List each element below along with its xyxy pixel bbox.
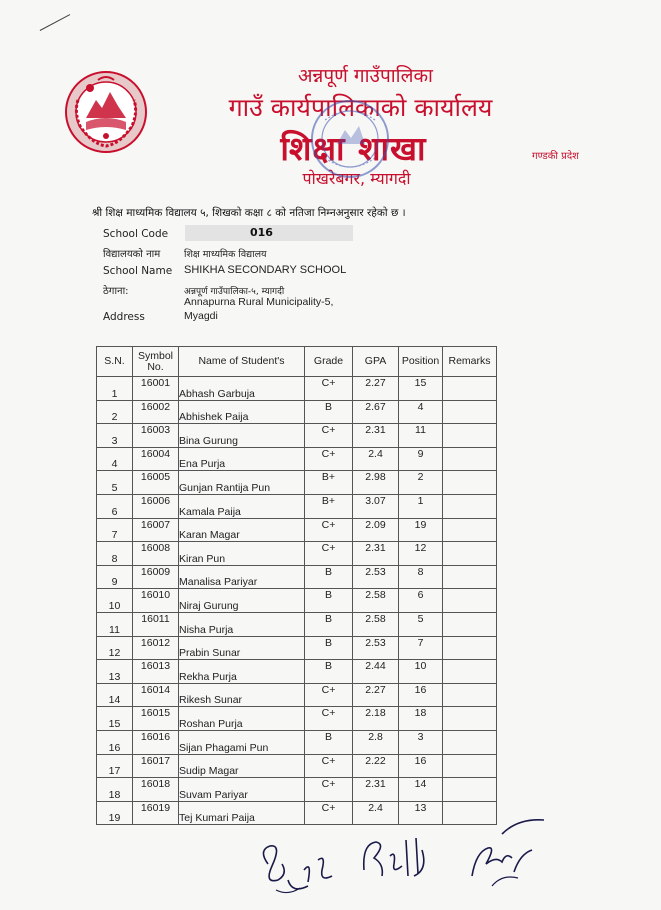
cell-student-name: Sudip Magar (179, 754, 305, 778)
cell-grade: B (305, 400, 353, 424)
cell-position: 6 (399, 589, 443, 613)
cell-sn: 1 (97, 377, 133, 401)
cell-student-name: Karan Magar (179, 518, 305, 542)
scan-mark (40, 14, 71, 31)
cell-gpa: 2.4 (353, 447, 399, 471)
cell-remarks (443, 494, 497, 518)
cell-student-name: Rikesh Sunar (179, 683, 305, 707)
cell-position: 10 (399, 660, 443, 684)
header-symbol-line2: No. (147, 360, 164, 373)
cell-sn: 7 (97, 518, 133, 542)
cell-gpa: 2.53 (353, 565, 399, 589)
cell-sn: 9 (97, 565, 133, 589)
cell-remarks (443, 778, 497, 802)
cell-grade: B (305, 589, 353, 613)
table-row (97, 778, 497, 802)
cell-position: 7 (399, 636, 443, 660)
cell-symbol: 16016 (133, 730, 179, 754)
cell-grade: C+ (305, 754, 353, 778)
cell-symbol: 16004 (133, 447, 179, 471)
cell-remarks (443, 424, 497, 448)
cell-grade: B (305, 565, 353, 589)
table-row (97, 589, 497, 613)
school-code-value: 016 (250, 226, 273, 239)
cell-position: 3 (399, 730, 443, 754)
cell-symbol: 16018 (133, 778, 179, 802)
school-name-value: SHIKHA SECONDARY SCHOOL (184, 264, 347, 276)
cell-remarks (443, 542, 497, 566)
cell-student-name: Roshan Purja (179, 707, 305, 731)
cell-grade: B+ (305, 494, 353, 518)
cell-gpa: 2.18 (353, 707, 399, 731)
table-row (97, 400, 497, 424)
cell-position: 12 (399, 542, 443, 566)
cell-position: 5 (399, 612, 443, 636)
cell-grade: C+ (305, 707, 353, 731)
address-en-value-line2: Myagdi (184, 310, 218, 322)
cell-student-name: Kiran Pun (179, 542, 305, 566)
results-table (96, 346, 497, 825)
cell-grade: C+ (305, 683, 353, 707)
cell-grade: C+ (305, 778, 353, 802)
table-row (97, 660, 497, 684)
address-en-value-line1: Annapurna Rural Municipality-5, (184, 296, 334, 308)
cell-sn: 2 (97, 400, 133, 424)
office-name: गाउँ कार्यपालिकाको कार्यालय (228, 93, 493, 122)
cell-remarks (443, 565, 497, 589)
signature-1-icon (248, 830, 348, 906)
cell-remarks (443, 447, 497, 471)
table-row (97, 730, 497, 754)
cell-sn: 16 (97, 730, 133, 754)
cell-symbol: 16014 (133, 683, 179, 707)
header-name: Name of Student's (179, 347, 305, 377)
cell-symbol: 16010 (133, 589, 179, 613)
header-remarks: Remarks (443, 347, 497, 377)
table-row (97, 542, 497, 566)
cell-gpa: 2.09 (353, 518, 399, 542)
cell-student-name: Abhishek Paija (179, 400, 305, 424)
cell-symbol: 16009 (133, 565, 179, 589)
cell-symbol: 16001 (133, 377, 179, 401)
cell-remarks (443, 636, 497, 660)
cell-sn: 15 (97, 707, 133, 731)
signature-2-icon (356, 830, 436, 886)
province-label: गण्डकी प्रदेश (532, 151, 579, 162)
cell-student-name: Suvam Pariyar (179, 778, 305, 802)
table-row (97, 754, 497, 778)
cell-sn: 13 (97, 660, 133, 684)
cell-sn: 14 (97, 683, 133, 707)
cell-position: 13 (399, 801, 443, 825)
cell-grade: C+ (305, 447, 353, 471)
address-label: Address (103, 311, 145, 323)
cell-symbol: 16015 (133, 707, 179, 731)
address-np-label: ठेगाना: (103, 286, 129, 297)
header-symbol (133, 347, 179, 377)
school-name-label: School Name (103, 265, 173, 277)
cell-student-name: Gunjan Rantija Pun (179, 471, 305, 495)
cell-gpa: 3.07 (353, 494, 399, 518)
cell-position: 9 (399, 447, 443, 471)
cell-symbol: 16007 (133, 518, 179, 542)
cell-position: 18 (399, 707, 443, 731)
cell-gpa: 2.67 (353, 400, 399, 424)
signature-3-icon (462, 812, 562, 896)
section-name: शिक्षा शाखा (280, 129, 427, 168)
cell-sn: 19 (97, 801, 133, 825)
cell-position: 8 (399, 565, 443, 589)
cell-remarks (443, 660, 497, 684)
cell-gpa: 2.22 (353, 754, 399, 778)
cell-symbol: 16008 (133, 542, 179, 566)
school-name-np-label: विद्यालयको नाम (103, 249, 161, 260)
cell-grade: C+ (305, 801, 353, 825)
cell-gpa: 2.58 (353, 589, 399, 613)
cell-sn: 12 (97, 636, 133, 660)
header-grade: Grade (305, 347, 353, 377)
cell-remarks (443, 683, 497, 707)
cell-gpa: 2.31 (353, 542, 399, 566)
address-np-value: अन्नपूर्ण गाउँपालिका-५, म्यागदी (184, 287, 285, 297)
cell-position: 4 (399, 400, 443, 424)
cell-sn: 5 (97, 471, 133, 495)
table-header-row (97, 347, 497, 377)
cell-grade: C+ (305, 377, 353, 401)
cell-grade: B+ (305, 471, 353, 495)
cell-position: 16 (399, 683, 443, 707)
header-gpa: GPA (353, 347, 399, 377)
cell-remarks (443, 518, 497, 542)
cell-symbol: 16019 (133, 801, 179, 825)
cell-grade: B (305, 636, 353, 660)
cell-gpa: 2.31 (353, 778, 399, 802)
cell-sn: 17 (97, 754, 133, 778)
cell-gpa: 2.98 (353, 471, 399, 495)
table-row (97, 801, 497, 825)
cell-gpa: 2.4 (353, 801, 399, 825)
cell-gpa: 2.58 (353, 612, 399, 636)
cell-gpa: 2.8 (353, 730, 399, 754)
cell-sn: 18 (97, 778, 133, 802)
table-row (97, 636, 497, 660)
table-row (97, 424, 497, 448)
cell-student-name: Kamala Paija (179, 494, 305, 518)
cell-remarks (443, 377, 497, 401)
school-name-np-value: शिक्ष माध्यमिक विद्यालय (184, 249, 267, 260)
office-location: पोखरेबगर, म्यागदी (302, 169, 411, 188)
cell-remarks (443, 730, 497, 754)
cell-student-name: Bina Gurung (179, 424, 305, 448)
cell-symbol: 16005 (133, 471, 179, 495)
table-row (97, 683, 497, 707)
cell-sn: 4 (97, 447, 133, 471)
table-row (97, 494, 497, 518)
cell-symbol: 16013 (133, 660, 179, 684)
cell-symbol: 16017 (133, 754, 179, 778)
table-row (97, 447, 497, 471)
table-row (97, 707, 497, 731)
cell-symbol: 16006 (133, 494, 179, 518)
cell-remarks (443, 612, 497, 636)
intro-statement: श्री शिक्ष माध्यमिक विद्यालय ५, शिखको कक्षा ८ को नतिजा निम्नअनुसार रहेको छ । (92, 207, 406, 219)
cell-symbol: 16011 (133, 612, 179, 636)
cell-remarks (443, 754, 497, 778)
municipality-name: अन्नपूर्ण गाउँपालिका (298, 65, 433, 87)
school-code-label: School Code (103, 228, 169, 240)
cell-gpa: 2.27 (353, 377, 399, 401)
cell-position: 14 (399, 778, 443, 802)
cell-gpa: 2.31 (353, 424, 399, 448)
table-row (97, 471, 497, 495)
table-row (97, 565, 497, 589)
cell-grade: C+ (305, 518, 353, 542)
cell-student-name: Sijan Phagami Pun (179, 730, 305, 754)
cell-remarks (443, 400, 497, 424)
cell-position: 2 (399, 471, 443, 495)
cell-remarks (443, 471, 497, 495)
cell-grade: B (305, 730, 353, 754)
cell-grade: B (305, 612, 353, 636)
cell-sn: 10 (97, 589, 133, 613)
cell-position: 1 (399, 494, 443, 518)
header-symbol-line1: Symbol (137, 349, 173, 362)
cell-remarks (443, 707, 497, 731)
cell-student-name: Abhash Garbuja (179, 377, 305, 401)
cell-symbol: 16002 (133, 400, 179, 424)
header-sn: S.N. (97, 347, 133, 377)
cell-student-name: Ena Purja (179, 447, 305, 471)
header-position: Position (399, 347, 443, 377)
cell-gpa: 2.53 (353, 636, 399, 660)
cell-symbol: 16012 (133, 636, 179, 660)
cell-symbol: 16003 (133, 424, 179, 448)
cell-grade: C+ (305, 424, 353, 448)
cell-position: 15 (399, 377, 443, 401)
cell-student-name: Manalisa Pariyar (179, 565, 305, 589)
cell-gpa: 2.27 (353, 683, 399, 707)
cell-grade: B (305, 660, 353, 684)
cell-gpa: 2.44 (353, 660, 399, 684)
cell-student-name: Rekha Purja (179, 660, 305, 684)
cell-position: 16 (399, 754, 443, 778)
cell-position: 11 (399, 424, 443, 448)
office-stamp-icon (307, 98, 393, 180)
table-row (97, 377, 497, 401)
cell-remarks (443, 589, 497, 613)
cell-position: 19 (399, 518, 443, 542)
cell-student-name: Prabin Sunar (179, 636, 305, 660)
cell-sn: 8 (97, 542, 133, 566)
cell-student-name: Nisha Purja (179, 612, 305, 636)
cell-sn: 6 (97, 494, 133, 518)
cell-student-name: Tej Kumari Paija (179, 801, 305, 825)
table-row (97, 518, 497, 542)
table-row (97, 612, 497, 636)
cell-sn: 11 (97, 612, 133, 636)
cell-sn: 3 (97, 424, 133, 448)
cell-student-name: Niraj Gurung (179, 589, 305, 613)
cell-grade: C+ (305, 542, 353, 566)
